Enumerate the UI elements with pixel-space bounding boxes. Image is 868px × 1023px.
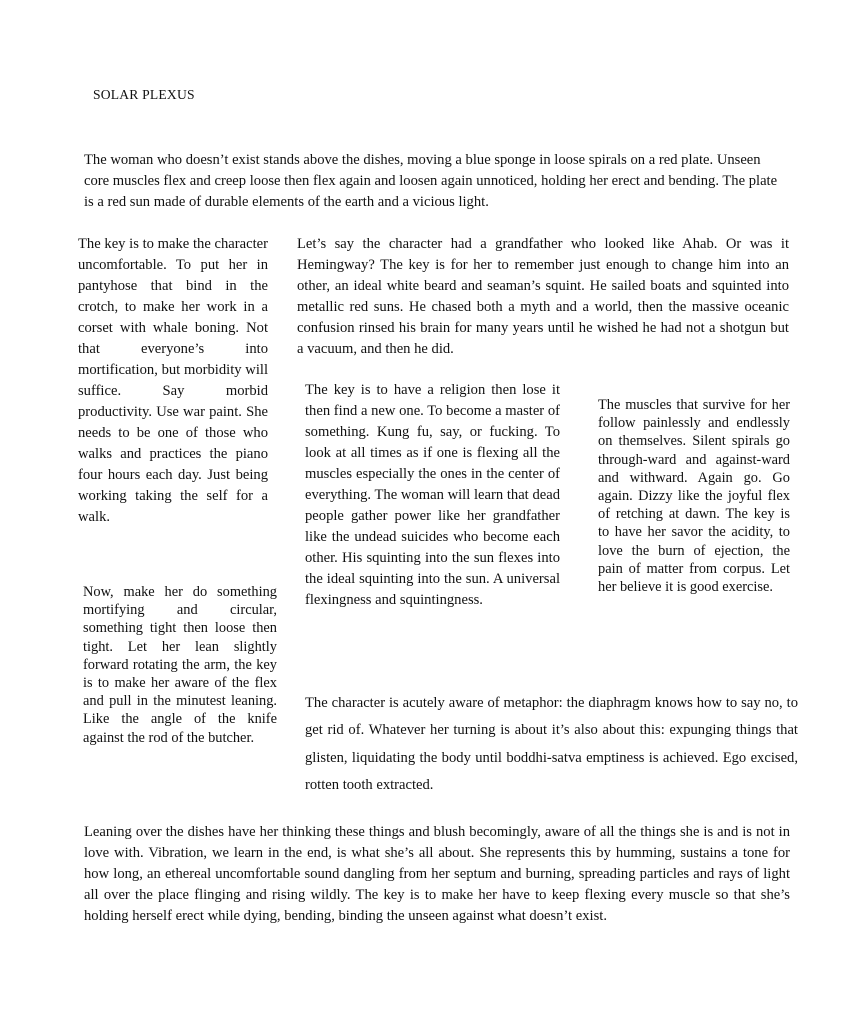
intro-paragraph: The woman who doesn’t exist stands above the dishes, moving a blue sponge in loose spirals on a red plate. Unseen core muscles flex and creep loose then flex again and loosen again unnoticed, holding her erect and bending. The plate is a red sun made of durable elements of the earth and a vicious light. <box>84 152 778 210</box>
page-title: SOLAR PLEXUS <box>93 87 195 102</box>
muscles-paragraph: The muscles that survive for her follow painlessly and endlessly on themselves. Silent spirals go through-ward and against-ward and withward. Again go. Go again. Dizzy like the joyful flex of retching at dawn. The key is to have her savor the acidity, to love the burn of ejection, the pain of matter from corpus. Let her believe it is good exercise. <box>598 397 790 596</box>
key-column-paragraph: The key is to make the character uncomfortable. To put her in pantyhose that bind in the crotch, to make her work in a corset with whale boning. Not that everyone’s into mortification, but morbidity will suffice. Say morbid productivity. Use war paint. She needs to be one of those who walks and practices the piano four hours each day. Just being working taking the self for a walk. <box>78 236 268 525</box>
metaphor-paragraph: The character is acutely aware of metaphor: the diaphragm knows how to say no, to get rid of. Whatever her turning is about it’s also about this: expunging things that glisten, liquidating the body until boddhi-satva emptiness is achieved. Ego excised, rotten tooth extracted. <box>305 695 798 793</box>
outro-paragraph: Leaning over the dishes have her thinking these things and blush becomingly, aware of all the things she is and is not in love with. Vibration, we learn in the end, is what she’s all about. She represents this by humming, sustains a tone for how long, an ethereal uncomfortable sound dangling from her septum and burning, spreading particles and rays of light all over the place flinging and rising wildly. The key is to make her have to keep flexing every muscle so that she’s holding herself erect while dying, bending, binding the unseen against what doesn’t exist. <box>84 824 790 924</box>
now-paragraph: Now, make her do something mortifying and circular, something tight then loose then tight. Let her lean slightly forward rotating the arm, the key is to make her aware of the flex and pull in the minutest leaning. Like the angle of the knife against the rod of the butcher. <box>83 584 277 746</box>
religion-paragraph: The key is to have a religion then lose it then find a new one. To become a master of something. Kung fu, say, or fucking. To look at all times as if one is flexing all the muscles especially the ones in the center of everything. The woman will learn that dead people gather power like her grandfather like the undead suicides who become each other. His squinting into the sun flexes into the ideal squinting into the sun. A universal flexingness and squintingness. <box>305 382 560 608</box>
ahab-paragraph: Let’s say the character had a grandfather who looked like Ahab. Or was it Hemingway? The key is for her to remember just enough to change him into an other, an ideal white beard and seaman’s squint. He sailed boats and squinted into metallic red suns. He chased both a myth and a world, then the massive oceanic confusion rinsed his brain for many years until he wished he had not a shotgun but a vacuum, and then he did. <box>297 236 789 357</box>
